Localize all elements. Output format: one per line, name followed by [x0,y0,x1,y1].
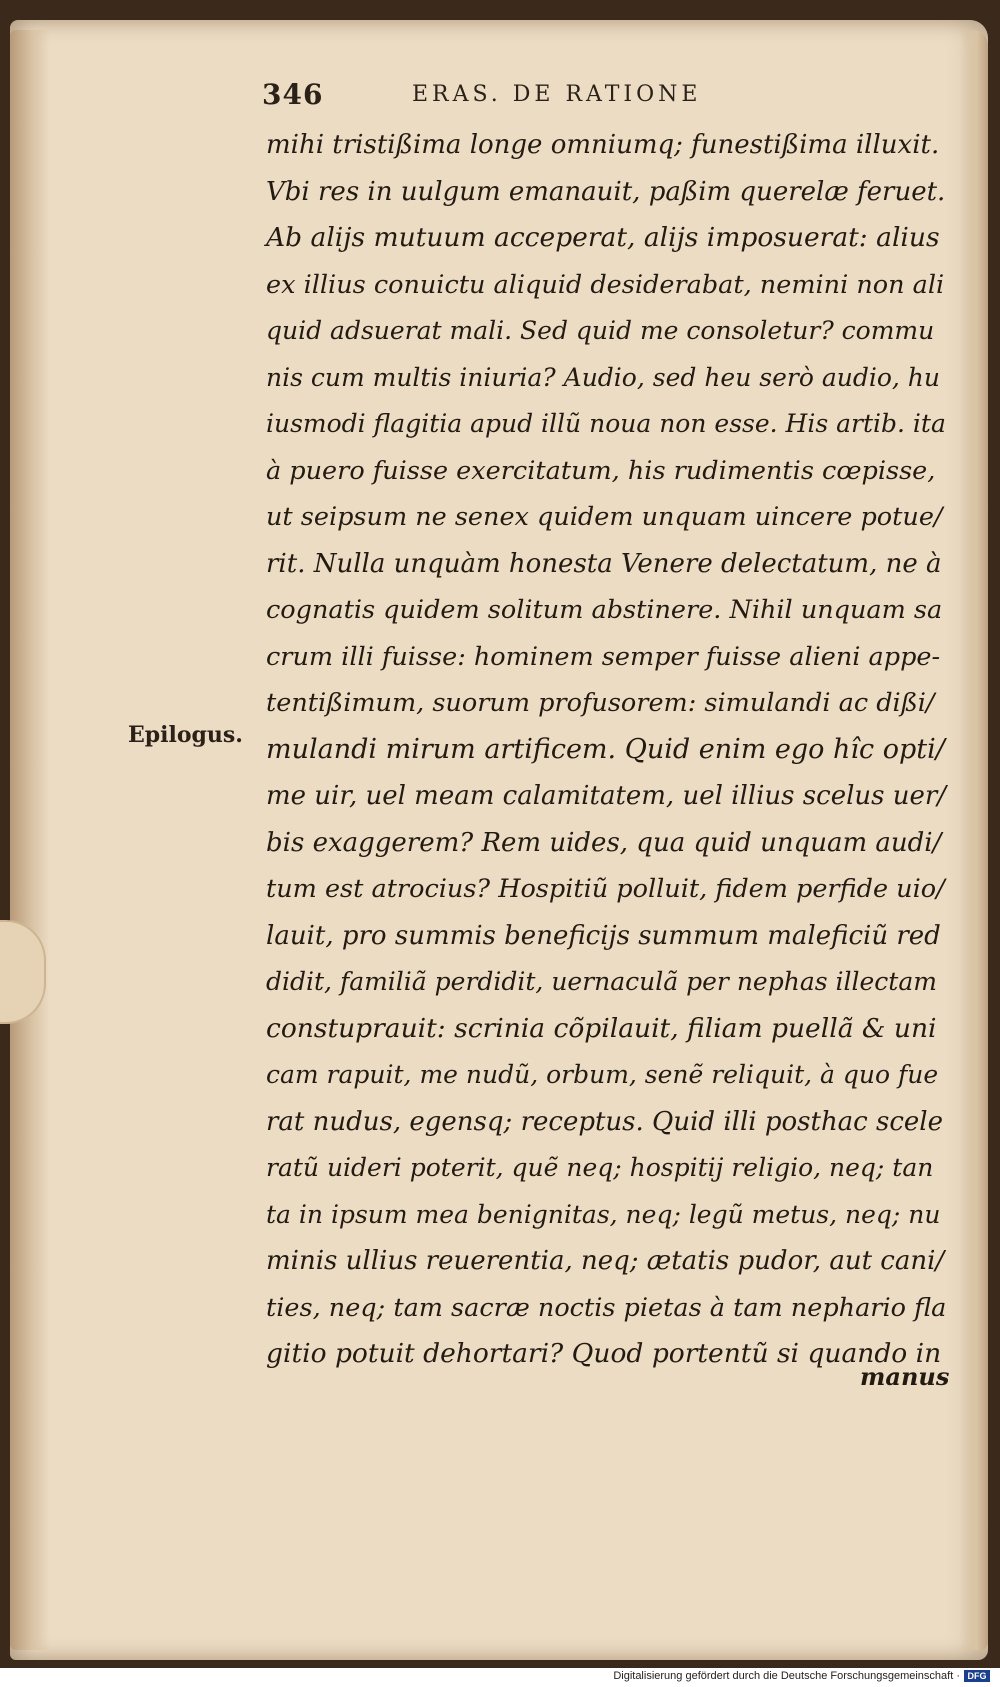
text-line: me uir, uel meam calamitatem, uel illius scelus uer/ [266,781,947,811]
text-line: gitio potuit dehortari? Quod portentũ si quando in [266,1338,942,1369]
text-line: lauit, pro summis beneficijs summum maleficiũ red [266,920,941,951]
text-line: ratũ uideri poterit, quẽ neq; hospitij religio, neq; tan [266,1153,934,1182]
dfg-logo-icon: DFG [964,1670,990,1682]
text-line: nis cum multis iniuria? Audio, sed heu serò audio, hu [266,362,940,392]
text-line: cam rapuit, me nudũ, orbum, senẽ reliquit, à quo fue [266,1060,939,1089]
text-line: iusmodi flagitia apud illũ noua non esse. His artib. ita [266,409,946,438]
marginal-note: Epilogus. [128,722,243,748]
running-head [262,78,822,114]
text-line: tentißimum, suorum profusorem: simulandi ac dißi/ [266,688,935,718]
digitization-credit [613,1670,990,1682]
text-line: rit. Nulla unquàm honesta Venere delectatum, ne à [266,548,942,579]
text-line: ta in ipsum mea benignitas, neq; legũ metus, neq; nu [266,1199,941,1229]
text-line: constuprauit: scrinia cõpilauit, filiam puellã & uni [266,1012,937,1044]
running-head-title: ERAS. DE RATIONE [412,82,702,107]
text-line: mulandi mirum artificem. Quid enim ego hîc opti/ [266,733,945,765]
text-line: rat nudus, egensq; receptus. Quid illi posthac scele [266,1106,944,1137]
page-edge [960,30,988,1650]
credit-text: Digitalisierung gefördert durch die Deutsche Forschungsgemeinschaft · [613,1670,960,1682]
text-line: quid adsuerat mali. Sed quid me consoletur? commu [266,316,935,345]
text-line: ut seipsum ne senex quidem unquam uincere potue/ [266,502,943,532]
text-line: Vbi res in uulgum emanauit, paßim querelæ feruet. [266,176,946,207]
text-line: cognatis quidem solitum abstinere. Nihil unquam sa [266,595,943,625]
text-line: Ab alijs mutuum acceperat, alijs imposuerat: alius [266,222,940,253]
text-line: ties, neq; tam sacræ noctis pietas à tam nephario fla [266,1292,947,1323]
text-line: mihi tristißima longe omniumq; funestißima illuxit. [266,130,940,160]
text-line: minis ullius reuerentia, neq; ætatis pudor, aut cani/ [266,1246,945,1276]
catchword: manus [860,1362,950,1391]
text-line: crum illi fuisse: hominem semper fuisse alieni appe- [266,641,941,672]
text-line: à puero fuisse exercitatum, his rudimentis cœpisse, [266,455,936,486]
text-line: tum est atrocius? Hospitiũ polluit, fidem perfide uio/ [266,874,945,904]
text-line: bis exaggerem? Rem uides, qua quid unquam audi/ [266,827,942,858]
page-number: 346 [262,78,324,111]
text-line: didit, familiã perdidit, uernaculã per nephas illectam [266,967,937,996]
text-line: ex illius conuictu aliquid desiderabat, nemini non ali [266,269,945,300]
page-gutter-shadow [10,30,50,1650]
